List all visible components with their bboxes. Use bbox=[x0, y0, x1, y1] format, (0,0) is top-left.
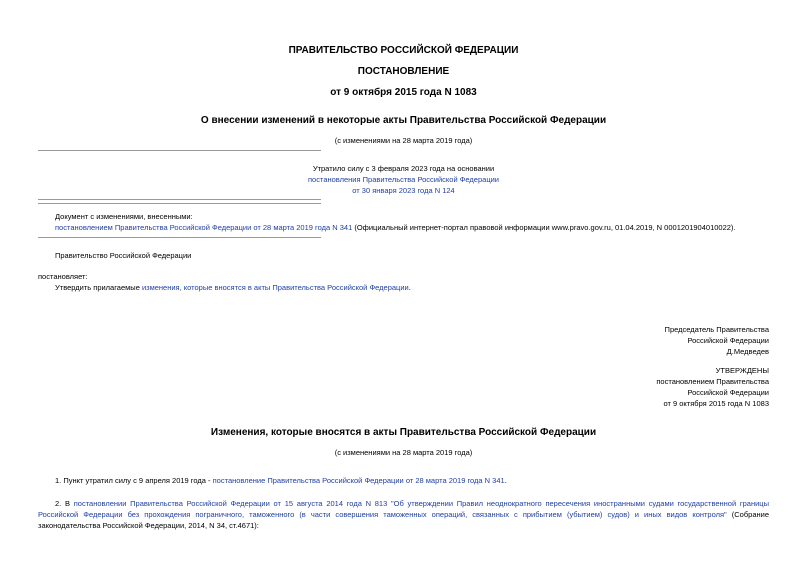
amendment-source: (Официальный интернет-портал правовой информации www.pravo.gov.ru, 01.04.2019, N 0001201904010022). bbox=[352, 223, 736, 232]
doc-title: О внесении изменений в некоторые акты Правительства Российской Федерации bbox=[200, 115, 607, 126]
item1-link[interactable]: постановление Правительства Российской Федерации от 28 марта 2019 года N 341 bbox=[212, 476, 505, 485]
signature-country: Российской Федерации bbox=[687, 336, 769, 345]
amendments-line bbox=[55, 223, 736, 232]
divider bbox=[38, 203, 321, 204]
expired-line: Утратило силу с 3 февраля 2023 года на основании bbox=[312, 164, 495, 173]
item2-suffix: (Собрание законодательства Российской Федерации, 2014, N 34, ст.4671): bbox=[38, 510, 769, 530]
item1-suffix: . bbox=[504, 476, 507, 485]
org-name: ПРАВИТЕЛЬСТВО РОССИЙСКОЙ ФЕДЕРАЦИИ bbox=[288, 45, 519, 56]
doc-type: ПОСТАНОВЛЕНИЕ bbox=[357, 66, 450, 77]
divider bbox=[38, 237, 321, 238]
signature-title: Председатель Правительства bbox=[664, 325, 769, 334]
doc-date: от 9 октября 2015 года N 1083 bbox=[330, 87, 477, 98]
approved-block bbox=[656, 365, 769, 409]
approve-link[interactable]: изменения, которые вносятся в акты Правительства Российской Федерации bbox=[141, 283, 409, 292]
approved-country: Российской Федерации bbox=[687, 388, 769, 397]
annex-item-1 bbox=[55, 476, 507, 485]
government-line: Правительство Российской Федерации bbox=[55, 251, 192, 260]
item2-prefix: 2. В bbox=[55, 499, 74, 508]
annex-item-2 bbox=[38, 498, 769, 531]
annex-title: Изменения, которые вносятся в акты Правительства Российской Федерации bbox=[210, 427, 597, 438]
amendment-link[interactable]: постановлением Правительства Российской Федерации от 28 марта 2019 года N 341 bbox=[55, 223, 353, 232]
approved-date: от 9 октября 2015 года N 1083 bbox=[663, 399, 769, 408]
item2-link[interactable]: постановлении Правительства Российской Федерации от 15 августа 2014 года N 813 "Об утверждении Правил неоднократного пересечения иностранными судами государственной границы Российской Федерации без прохождения пограничного, таможенного (в части совершения таможенных операций, связанных с прибытием (убытием) судов) и иных видов контроля" bbox=[38, 499, 769, 519]
amendments-intro: Документ с изменениями, внесенными: bbox=[55, 212, 193, 221]
signature-name: Д.Медведев bbox=[726, 347, 769, 356]
approve-prefix: Утвердить прилагаемые bbox=[55, 283, 142, 292]
approve-line bbox=[55, 283, 411, 292]
changes-note: (с изменениями на 28 марта 2019 года) bbox=[334, 136, 473, 145]
divider bbox=[38, 199, 321, 200]
expired-link-1[interactable]: постановления Правительства Российской Федерации bbox=[307, 175, 499, 184]
approve-suffix: . bbox=[408, 283, 411, 292]
expired-link-2[interactable]: от 30 января 2023 года N 124 bbox=[352, 186, 455, 195]
item1-prefix: 1. Пункт утратил силу с 9 апреля 2019 года - bbox=[55, 476, 213, 485]
divider bbox=[38, 150, 321, 151]
resolves-line: постановляет: bbox=[38, 272, 88, 281]
signature-block bbox=[665, 324, 769, 357]
approved-word: УТВЕРЖДЕНЫ bbox=[715, 366, 769, 375]
approved-by: постановлением Правительства bbox=[656, 377, 769, 386]
annex-changes-note: (с изменениями на 28 марта 2019 года) bbox=[334, 448, 473, 457]
